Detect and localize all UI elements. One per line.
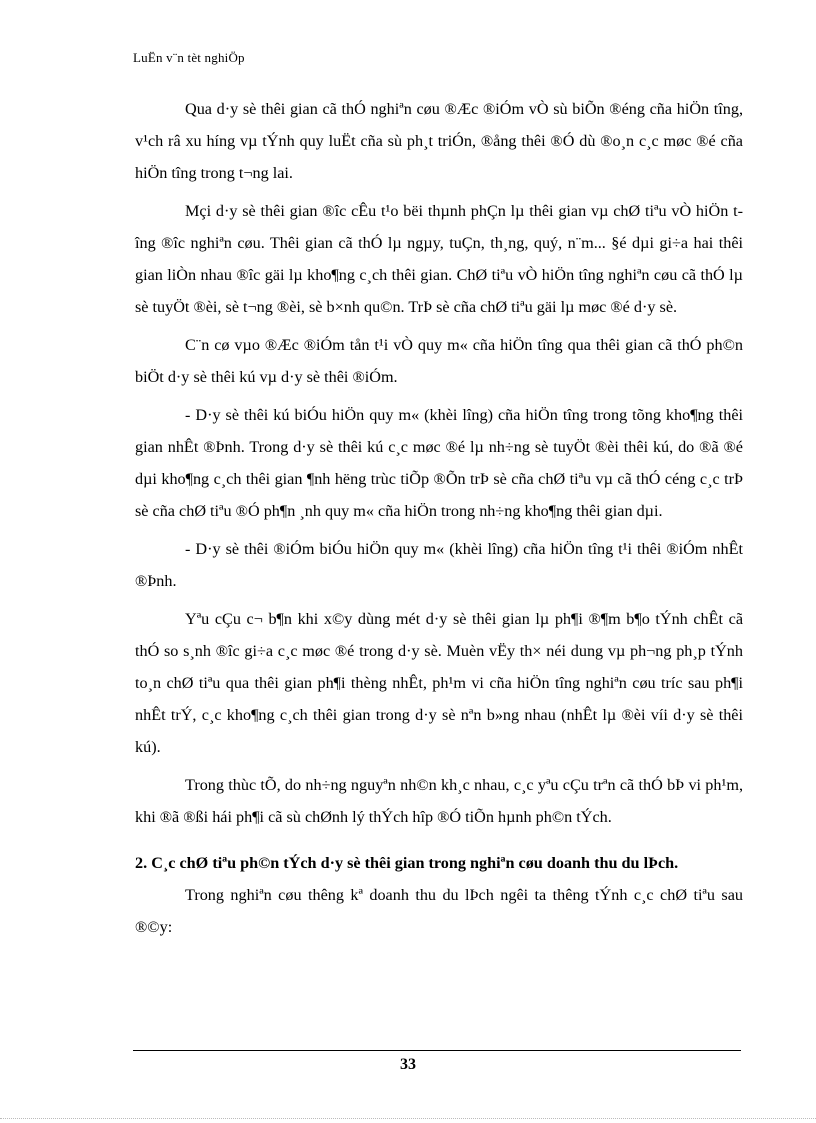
section-heading: 2. C¸c chØ tiªu ph©n tÝch d·y sè thêi gian trong nghiªn cøu doanh thu du lÞch. xyxy=(135,854,679,872)
paragraph-time-series-purpose: Qua d·y sè thêi gian cã thÓ nghiªn cøu ®Æc ®iÓm vÒ sù biÕn ®éng cña hiÖn tîng, v¹ch râ xu híng vµ tÝnh quy luËt cña sù ph¸t triÓn, ®ång thêi ®Ó dù ®o¸n c¸c møc ®é cña hiÖn tîng trong t¬ng lai. xyxy=(135,100,743,182)
running-header: LuËn v¨n tèt nghiÖp xyxy=(133,50,245,65)
footer-divider xyxy=(133,1050,741,1051)
paragraph-time-series-types: C¨n cø vµo ®Æc ®iÓm tån t¹i vÒ quy m« cña hiÖn tîng qua thêi gian cã thÓ ph©n biÖt d·y sè thêi kú vµ d·y sè thêi ®iÓm. xyxy=(135,336,743,386)
page-body xyxy=(135,93,743,943)
paragraph-construction-requirements: Yªu cÇu c¬ b¶n khi x©y dùng mét d·y sè thêi gian lµ ph¶i ®¶m b¶o tÝnh chÊt cã thÓ so s¸nh ®îc gi÷a c¸c møc ®é trong d·y sè. Muèn vËy th× néi dung vµ ph¬ng ph¸p tÝnh to¸n chØ tiªu qua thêi gian ph¶i thèng nhÊt, ph¹m vi cña hiÖn tîng nghiªn cøu tríc sau ph¶i nhÊt trÝ, c¸c kho¶ng c¸ch thêi gian trong d·y sè nªn b»ng nhau (nhÊt lµ ®èi víi d·y sè thêi kú). xyxy=(135,610,743,756)
page-edge-divider xyxy=(0,1118,816,1119)
paragraph-period-series: - D·y sè thêi kú biÓu hiÖn quy m« (khèi lîng) cña hiÖn tîng trong tõng kho¶ng thêi gian nhÊt ®Þnh. Trong d·y sè thêi kú c¸c møc ®é lµ nh÷ng sè tuyÖt ®èi thêi kú, do ®ã ®é dµi kho¶ng c¸ch thêi gian ¶nh hëng trùc tiÕp ®Õn trÞ sè cña chØ tiªu vµ cã thÓ céng c¸c trÞ sè cña chØ tiªu ®Ó ph¶n ¸nh quy m« cña hiÖn trong nh÷ng kho¶ng thêi gian dµi. xyxy=(135,406,743,520)
paragraph-point-series: - D·y sè thêi ®iÓm biÓu hiÖn quy m« (khèi lîng) cña hiÖn tîng t¹i thêi ®iÓm nhÊt ®Þnh. xyxy=(135,540,743,590)
paragraph-adjustment: Trong thùc tÕ, do nh÷ng nguyªn nh©n kh¸c nhau, c¸c yªu cÇu trªn cã thÓ bÞ vi ph¹m, khi ®ã ®ßi hái ph¶i cã sù chØnh lý thÝch hîp ®Ó tiÕn hµnh ph©n tÝch. xyxy=(135,776,743,826)
page-number: 33 xyxy=(400,1056,416,1073)
paragraph-section-intro: Trong nghiªn cøu thêng kª doanh thu du lÞch ngêi ta thêng tÝnh c¸c chØ tiªu sau ®©y: xyxy=(135,886,743,936)
paragraph-time-series-structure: Mçi d·y sè thêi gian ®îc cÊu t¹o bëi thµnh phÇn lµ thêi gian vµ chØ tiªu vÒ hiÖn tîng ®îc nghiªn cøu. Thêi gian cã thÓ lµ ngµy, tuÇn, th¸ng, quý, n¨m... §é dµi gi÷a hai thêi gian liÒn nhau ®îc gäi lµ kho¶ng c¸ch thêi gian. ChØ tiªu vÒ hiÖn tîng nghiªn cøu cã thÓ lµ sè tuyÖt ®èi, sè t¬ng ®èi, sè b×nh qu©n. TrÞ sè cña chØ tiªu gäi lµ møc ®é d·y sè. xyxy=(135,202,743,316)
